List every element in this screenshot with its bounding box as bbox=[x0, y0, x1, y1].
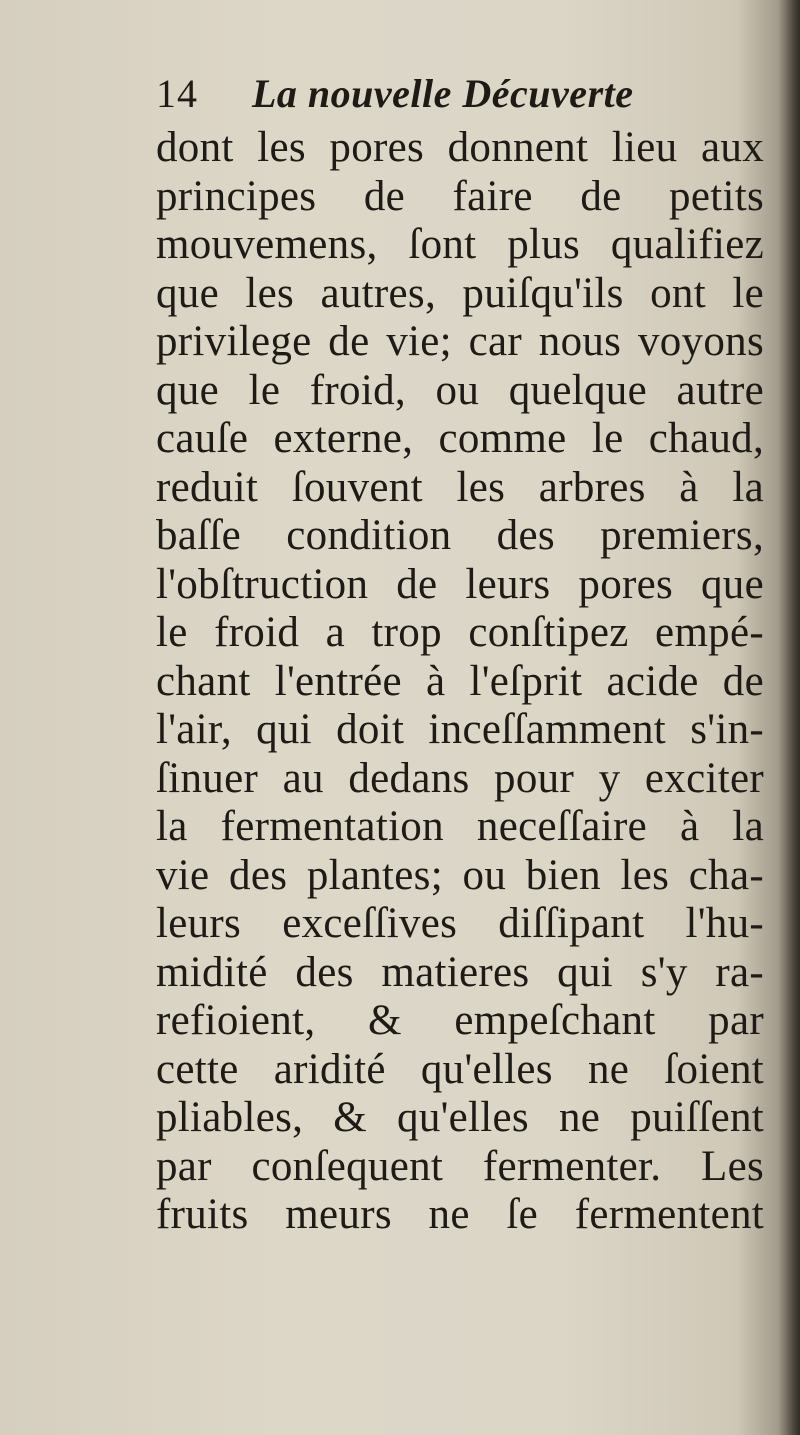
text-line: par conſequent fermenter. Les bbox=[156, 1142, 764, 1190]
text-line: privilege de vie; car nous voyons bbox=[156, 318, 764, 365]
text-line: l'obſtruction de leurs pores que bbox=[156, 560, 764, 608]
running-head: La nouvelle Décuverte bbox=[252, 71, 634, 116]
text-line: la fermentation neceſſaire à la bbox=[156, 803, 764, 850]
text-line: pliables, & qu'elles ne puiſſent bbox=[156, 1094, 764, 1141]
text-line: midité des matieres qui s'y ra- bbox=[156, 948, 764, 996]
text-line: ſinuer au dedans pour y exciter bbox=[156, 754, 764, 802]
page-header bbox=[156, 70, 716, 130]
body-text bbox=[156, 124, 764, 1240]
text-line: fruits meurs ne ſe fermentent bbox=[156, 1191, 764, 1238]
text-line: refioient, & empeſchant par bbox=[156, 997, 764, 1044]
page-gutter-shadow bbox=[778, 0, 800, 1435]
text-line: baſſe condition des premiers, bbox=[156, 512, 764, 559]
text-line: leurs exceſſives diſſipant l'hu- bbox=[156, 900, 764, 947]
text-line: le froid a trop conſtipez empé- bbox=[156, 609, 764, 656]
text-line: mouvemens, ſont plus qualifiez bbox=[156, 221, 764, 268]
text-line: cette aridité qu'elles ne ſoient bbox=[156, 1045, 764, 1093]
text-line: que les autres, puiſqu'ils ont le bbox=[156, 269, 764, 317]
text-line: l'air, qui doit inceſſamment s'in- bbox=[156, 706, 764, 753]
text-line: chant l'entrée à l'eſprit acide de bbox=[156, 657, 764, 705]
text-line: principes de faire de petits bbox=[156, 172, 764, 220]
text-line: dont les pores donnent lieu aux bbox=[156, 124, 764, 171]
text-line: reduit ſouvent les arbres à la bbox=[156, 463, 764, 511]
text-line: vie des plantes; ou bien les cha- bbox=[156, 851, 764, 899]
text-line: que le froid, ou quelque autre bbox=[156, 366, 764, 414]
text-line: cauſe externe, comme le chaud, bbox=[156, 415, 764, 462]
page-number: 14 bbox=[156, 71, 198, 116]
